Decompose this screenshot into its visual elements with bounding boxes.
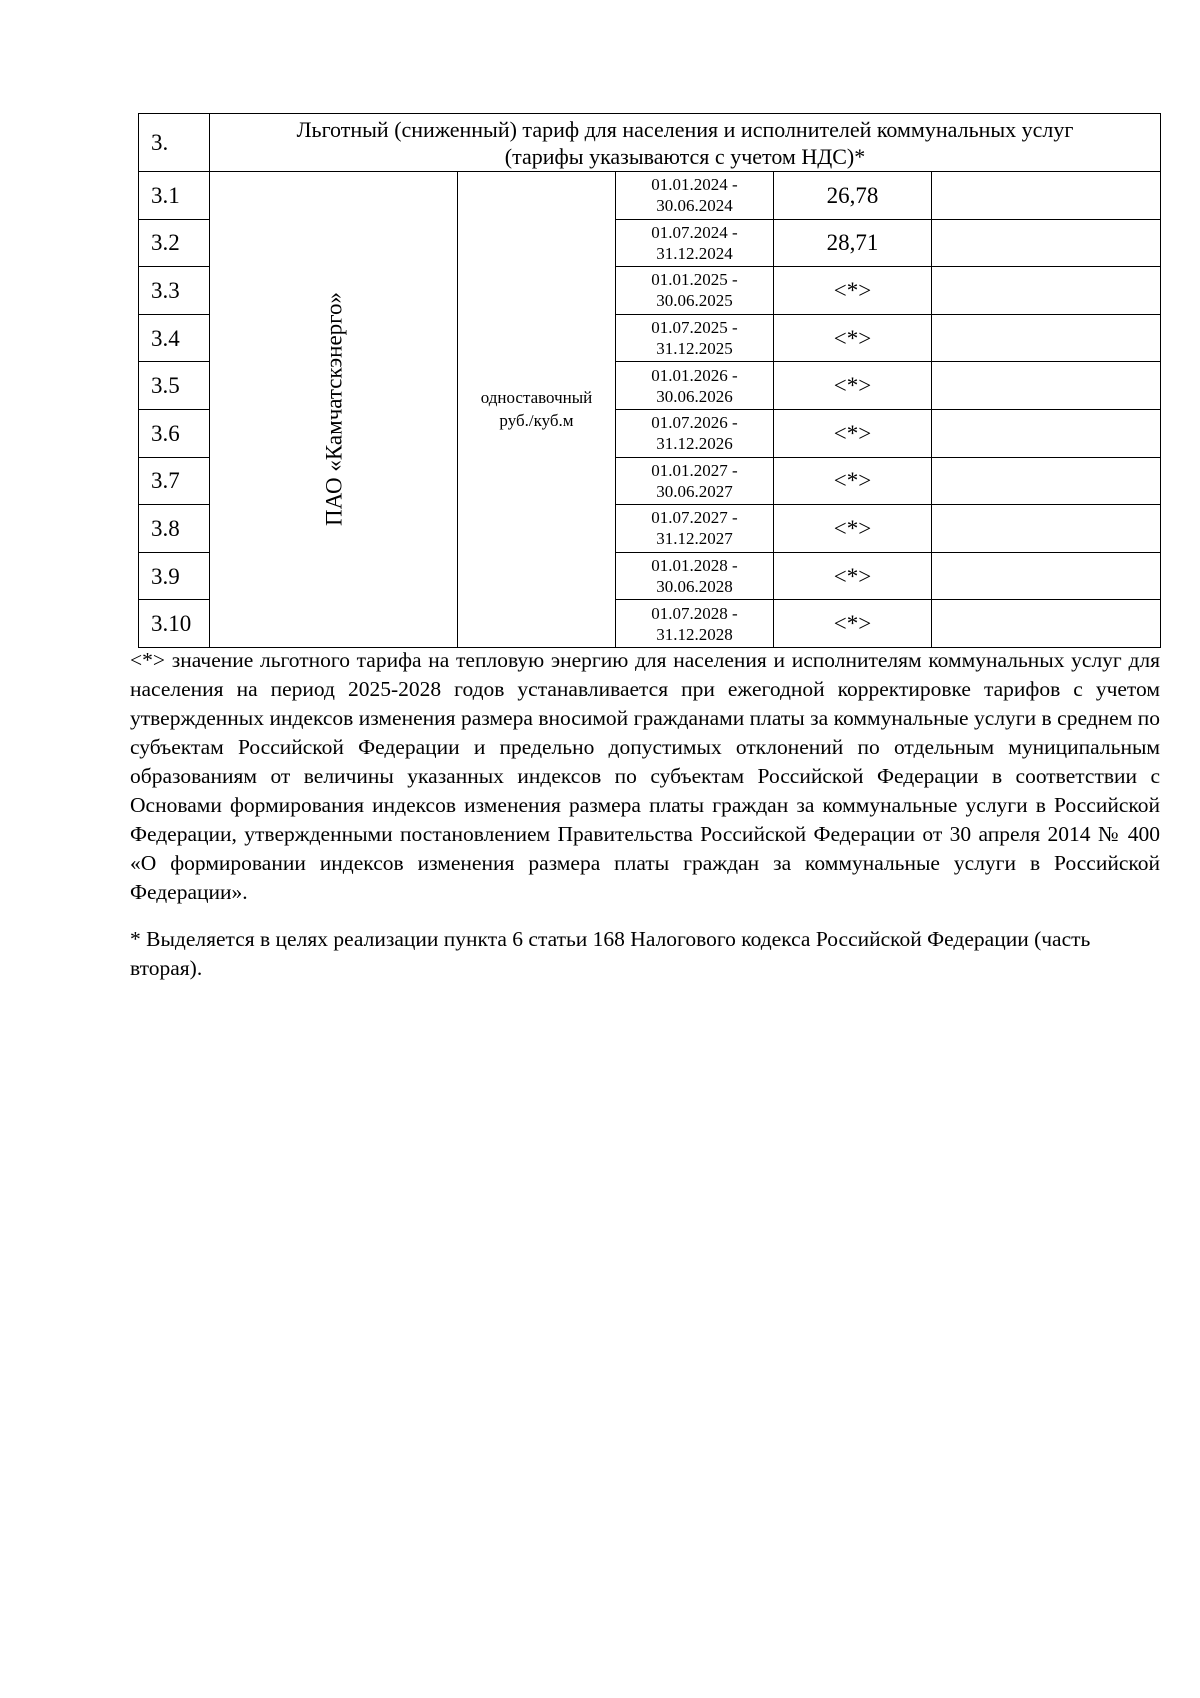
rate-type-cell: [458, 172, 616, 648]
row-number: 3.2: [139, 219, 210, 267]
period-end: 31.12.2025: [656, 339, 733, 359]
empty-cell: [932, 219, 1161, 267]
tariff-value: <*>: [774, 600, 932, 648]
empty-cell: [932, 505, 1161, 553]
period-cell: [616, 600, 774, 648]
period-start: 01.07.2026 -: [651, 413, 738, 433]
period-end: 31.12.2026: [656, 434, 733, 454]
row-number: 3.5: [139, 362, 210, 410]
period-cell: [616, 362, 774, 410]
empty-cell: [932, 314, 1161, 362]
period-cell: [616, 457, 774, 505]
period-cell: [616, 172, 774, 220]
tariff-value: <*>: [774, 314, 932, 362]
period-cell: [616, 219, 774, 267]
tariff-value: <*>: [774, 505, 932, 553]
empty-cell: [932, 600, 1161, 648]
section-title-line1: Льготный (сниженный) тариф для населения и исполнителей коммунальных услуг: [296, 116, 1074, 142]
period-start: 01.07.2024 -: [651, 222, 738, 242]
row-number: 3.9: [139, 552, 210, 600]
period-end: 30.06.2027: [656, 481, 733, 501]
period-start: 01.01.2027 -: [651, 460, 738, 480]
empty-cell: [932, 457, 1161, 505]
period-start: 01.07.2028 -: [651, 603, 738, 623]
row-number: 3.7: [139, 457, 210, 505]
organization-name: ПАО «Камчатскэнерго»: [321, 292, 346, 527]
row-number: 3.10: [139, 600, 210, 648]
row-number: 3.6: [139, 409, 210, 457]
row-number: 3.3: [139, 267, 210, 315]
table-header-row: [139, 114, 1161, 172]
tariff-footnote: <*> значение льготного тарифа на тепловую энергию для населения и исполнителям коммунальных услуг для населения на период 2025-2028 годов устанавливается при ежегодной корректировке тарифов с учетом утвержденных индексов изменения размера вносимой гражданами платы за коммунальные услуги в среднем по субъектам Российской Федерации и предельно допустимых отклонений по отдельным муниципальным образованиям от величины указанных индексов по субъектам Российской Федерации в соответствии с Основами формирования индексов изменения размера платы граждан за коммунальные услуги в Российской Федерации, утвержденными постановлением Правительства Российской Федерации от 30 апреля 2014 № 400 «О формировании индексов изменения размера платы граждан за коммунальные услуги в Российской Федерации».: [130, 648, 1160, 904]
period-start: 01.01.2025 -: [651, 270, 738, 290]
period-start: 01.01.2028 -: [651, 556, 738, 576]
row-number: 3.8: [139, 505, 210, 553]
tariff-value: <*>: [774, 457, 932, 505]
period-cell: [616, 409, 774, 457]
tariff-value: <*>: [774, 362, 932, 410]
period-end: 30.06.2025: [656, 291, 733, 311]
vat-footnote: * Выделяется в целях реализации пункта 6 статьи 168 Налогового кодекса Российской Федерации (часть вторая).: [130, 927, 1091, 980]
tariff-value: <*>: [774, 552, 932, 600]
empty-cell: [932, 362, 1161, 410]
empty-cell: [932, 267, 1161, 315]
period-cell: [616, 505, 774, 553]
tariff-value: <*>: [774, 409, 932, 457]
tariff-table: [138, 113, 1161, 648]
period-cell: [616, 552, 774, 600]
section-title-line2: (тарифы указываются с учетом НДС)*: [504, 143, 866, 169]
tariff-value: 28,71: [774, 219, 932, 267]
row-number: 3.4: [139, 314, 210, 362]
period-end: 31.12.2024: [656, 243, 733, 263]
tariff-value: <*>: [774, 267, 932, 315]
rate-type: одноставочный: [480, 388, 593, 408]
organization-cell: [210, 172, 458, 648]
period-end: 31.12.2027: [656, 529, 733, 549]
section-number: 3.: [139, 114, 210, 172]
period-end: 30.06.2026: [656, 386, 733, 406]
period-cell: [616, 314, 774, 362]
period-start: 01.01.2024 -: [651, 175, 738, 195]
table-row: [139, 172, 1161, 220]
period-start: 01.01.2026 -: [651, 365, 738, 385]
row-number: 3.1: [139, 172, 210, 220]
period-start: 01.07.2025 -: [651, 318, 738, 338]
rate-unit: руб./куб.м: [499, 411, 574, 431]
period-start: 01.07.2027 -: [651, 508, 738, 528]
period-end: 30.06.2028: [656, 577, 733, 597]
period-cell: [616, 267, 774, 315]
period-end: 31.12.2028: [656, 624, 733, 644]
empty-cell: [932, 172, 1161, 220]
empty-cell: [932, 409, 1161, 457]
period-end: 30.06.2024: [656, 196, 733, 216]
empty-cell: [932, 552, 1161, 600]
tariff-value: 26,78: [774, 172, 932, 220]
section-title: [210, 114, 1161, 172]
